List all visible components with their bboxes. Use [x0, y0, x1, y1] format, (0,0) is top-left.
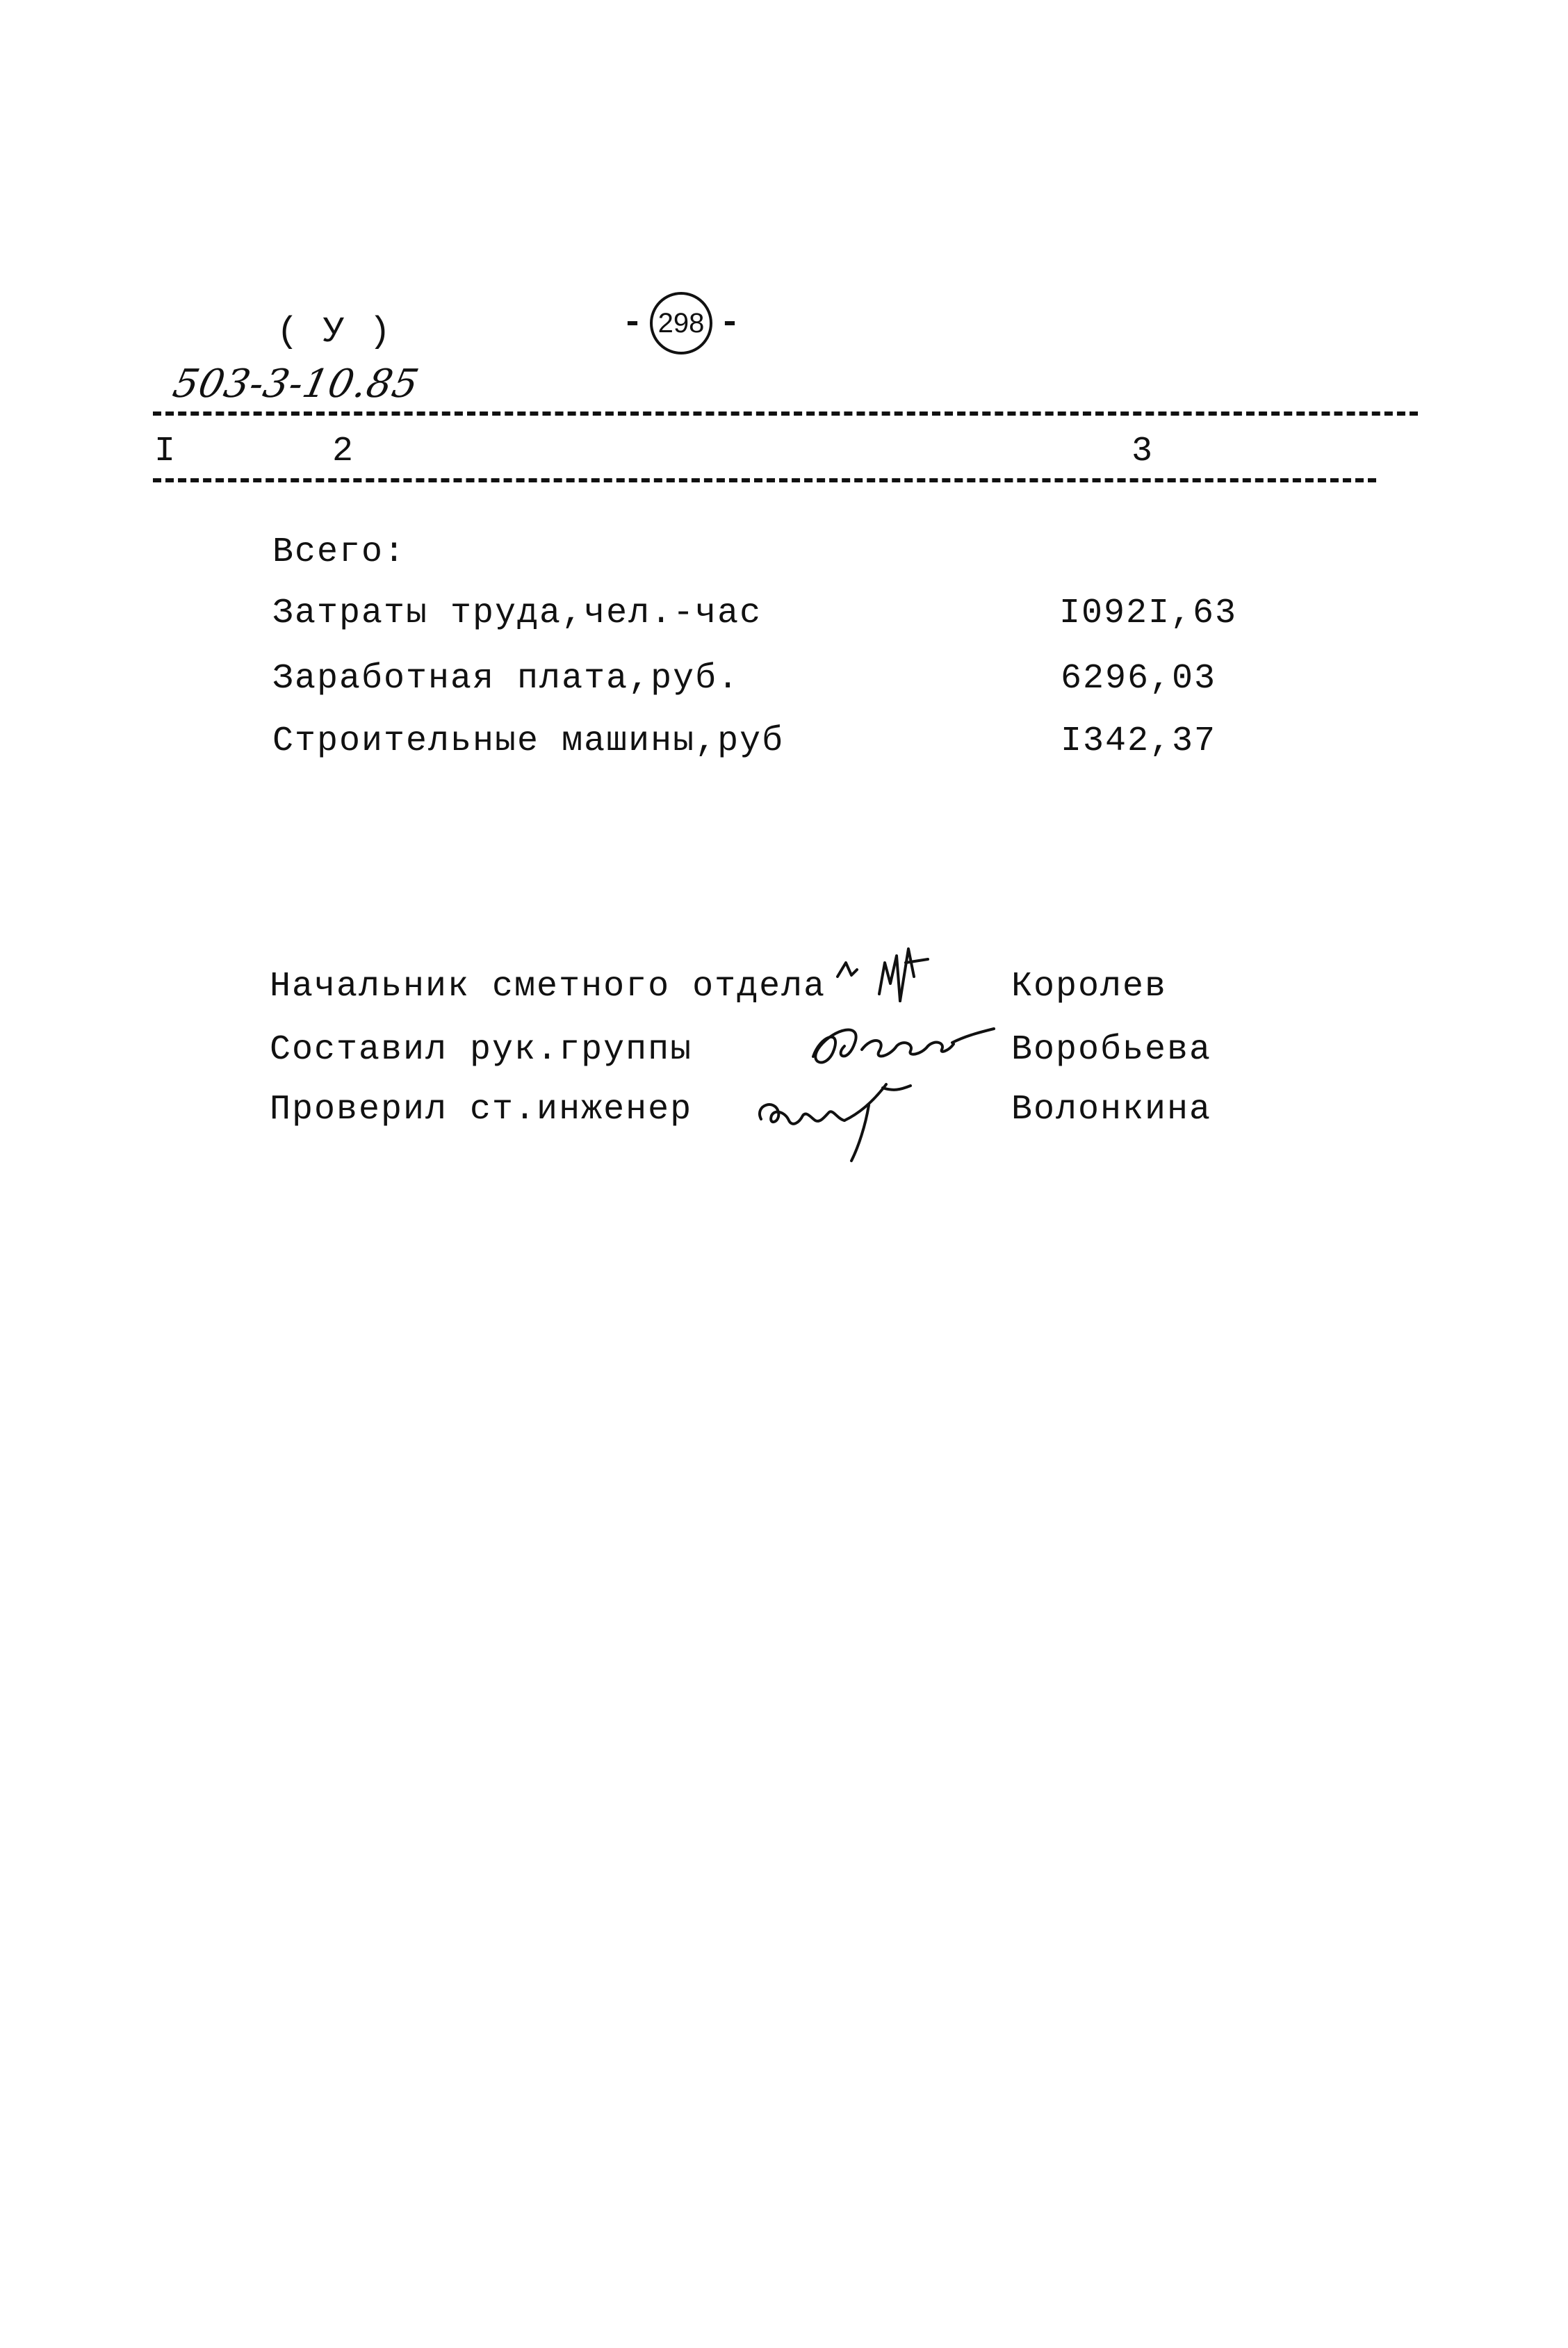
totals-row-value: I342,37: [1060, 721, 1216, 761]
signature-role: Составил рук.группы: [270, 1030, 693, 1070]
totals-heading: Всего:: [272, 532, 407, 572]
section-mark: ( У ): [277, 311, 393, 352]
page-number-dash-right: -: [719, 303, 741, 343]
page-number-value: 298: [658, 307, 705, 339]
column-1-header: I: [154, 432, 177, 471]
totals-row-label: Затраты труда,чел.-час: [272, 594, 762, 633]
page-number-dash-left: -: [622, 303, 644, 343]
signature-mark-3: [747, 1070, 942, 1168]
column-3-header: 3: [1132, 432, 1154, 471]
signature-role: Начальник сметного отдела: [270, 967, 826, 1006]
signature-name: Королев: [1011, 967, 1168, 1006]
totals-row-label: Строительные машины,руб: [272, 721, 785, 761]
signature-role: Проверил ст.инженер: [270, 1090, 693, 1130]
totals-row-value: 6296,03: [1060, 659, 1216, 699]
document-code: 503-3-10.85: [169, 361, 423, 407]
signature-mark-1: [831, 935, 970, 1018]
column-2-header: 2: [332, 432, 355, 471]
page-number-circle: [650, 292, 712, 354]
table-bottom-rule: [153, 478, 1376, 482]
signature-name: Воробьева: [1011, 1030, 1212, 1070]
totals-row-label: Заработная плата,руб.: [272, 659, 740, 699]
signature-name: Волонкина: [1011, 1090, 1212, 1130]
table-top-rule: [153, 411, 1418, 416]
totals-row-value: I092I,63: [1059, 594, 1237, 633]
page-number: [622, 292, 740, 354]
